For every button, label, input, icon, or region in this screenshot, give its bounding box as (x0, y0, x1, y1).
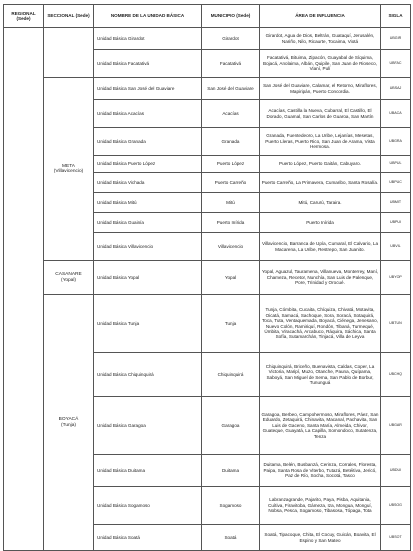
municipality: Soatá (202, 525, 260, 551)
header-area: ÁREA DE INFLUENCIA (260, 5, 381, 28)
influence-area: Duitama, Belén, Busbanzá, Cerinza, Corrales, Floresta, Paipa, Santa Rosa de Viterbo, Tutazá, Betéitiva, Jericó, Paz de Río, Socha, Socotá, Tasco (260, 455, 381, 487)
influence-area: Facatativá, Bituima, Zipacón, Guayabal de Síquima, Bojacá, Anolaima, Albán, Quipile, San Juan de Rioseco, Vianí, Pulí (260, 50, 381, 78)
unit-name: Unidad Básica San José del Guaviare (94, 78, 202, 100)
unit-name: Unidad Básica Facatativá (94, 50, 202, 78)
influence-area: Villavicencio, Barranca de Upía, Cumaral, El Calvario, La Macarena, La Uribe, Restrepo, San Juanito. (260, 233, 381, 261)
municipality: Duitama (202, 455, 260, 487)
municipality: Granada (202, 128, 260, 156)
influence-area: Puerto López, Puerto Gaitán, Cabuyaro. (260, 156, 381, 173)
acronym: UBTUN (381, 295, 411, 353)
acronym: UBGAR (381, 397, 411, 455)
header-row (4, 5, 411, 28)
unit-name: Unidad Básica Acacías (94, 100, 202, 128)
acronym: UBPUL (381, 156, 411, 173)
municipality: Puerto Carreño (202, 173, 260, 193)
seccional-meta (44, 78, 94, 261)
unit-name: Unidad Básica Vichada (94, 173, 202, 193)
acronym: UBDUI (381, 455, 411, 487)
unit-name: Unidad Básica Villavicencio (94, 233, 202, 261)
acronym: UBVIL (381, 233, 411, 261)
table-row (4, 261, 411, 295)
acronym: UBPUC (381, 173, 411, 193)
header-regional: REGIONAL (Sede) (4, 5, 44, 28)
municipality: Acacías (202, 100, 260, 128)
unit-name: Unidad Básica Duitama (94, 455, 202, 487)
influence-area: Soatá, Tipacoque, Chita, El Cocuy, Guicán, Boavita, El Espino y San Mateo (260, 525, 381, 551)
table-row (4, 28, 411, 50)
units-table (3, 4, 411, 551)
influence-area: Labranzagrande, Pajarito, Paya, Pisba, Aquitania, Cuítiva, Firavitoba, Gámeza, Iza, Mongua, Monguí, Nobsa, Pesca, Sogamoso, Tibasosa, Tópaga, Tota (260, 487, 381, 525)
seccional-cell (44, 28, 94, 78)
acronym: UBPUI (381, 213, 411, 233)
influence-area: Puerto Carreño, La Primavera, Cumaribo, Santa Rosalía. (260, 173, 381, 193)
header-sigla: SIGLA (381, 5, 411, 28)
acronym: UBCHQ (381, 353, 411, 397)
header-unidad: NOMBRE DE LA UNIDAD BÁSICA (94, 5, 202, 28)
unit-name: Unidad Básica Tunja (94, 295, 202, 353)
influence-area: San José del Guaviare, Calamar, el Retorno, Miraflores, Mapiripán, Puerto Concordia. (260, 78, 381, 100)
unit-name: Unidad Básica Yopal (94, 261, 202, 295)
acronym: UBACA (381, 100, 411, 128)
municipality: Girardot (202, 28, 260, 50)
acronym: UBGIR (381, 28, 411, 50)
municipality: Chiquinquirá (202, 353, 260, 397)
municipality: Puerto Inírida (202, 213, 260, 233)
seccional-boyaca-seat: (Tunja) (60, 422, 77, 428)
seccional-meta-name: META (62, 163, 75, 169)
unit-name: Unidad Básica Garagoa (94, 397, 202, 455)
municipality: Villavicencio (202, 233, 260, 261)
acronym: UBGRA (381, 128, 411, 156)
unit-name: Unidad Básica Granada (94, 128, 202, 156)
municipality: Mitú (202, 193, 260, 213)
municipality: Puerto López (202, 156, 260, 173)
municipality: Sogamoso (202, 487, 260, 525)
table-wrapper (3, 4, 410, 551)
influence-area: Girardot, Agua de Dios, Beltrán, Guataquí, Jerusalén, Nariño, Nilo, Ricaurte, Tocaima, Viotá (260, 28, 381, 50)
unit-name: Unidad Básica Guainía (94, 213, 202, 233)
seccional-boyaca (44, 295, 94, 551)
influence-area: Tunja, Cómbita, Cucaita, Chíquiza, Chivatá, Motavita, Oicatá, Samacá, Sachoque, Sora, Soracá, Sotaquirá, Toca, Tuta, Ventaquemada, Boyacá, Ciénega, Jenesano, Nuevo Colón, Ramiriquí, Rondón, Tibaná, Turmequé, Úmbita, Viracachá, Arcabuco, Ráquira, Sáchica, Santa Sofía, Sutamarchán, Tinjacá, Villa de Leyva (260, 295, 381, 353)
influence-area: Acacías, Castilla la Nueva, Cubarral, El Castillo, El Dorado, Guamal, San Carlos de Guaroa, San Martín (260, 100, 381, 128)
acronym: UBSOG (381, 487, 411, 525)
seccional-casanare (44, 261, 94, 295)
unit-name: Unidad Básica Girardot (94, 28, 202, 50)
regional-cell (4, 28, 44, 551)
unit-name: Unidad Básica Chiquinquirá (94, 353, 202, 397)
influence-area: Mitú, Carurú, Taraira. (260, 193, 381, 213)
unit-name: Unidad Básica Sogamoso (94, 487, 202, 525)
unit-name: Unidad Básica Soatá (94, 525, 202, 551)
header-municipio: MUNICIPIO (Sede) (202, 5, 260, 28)
influence-area: Granada, Fuentedeoro, La Uribe, Lejanías, Mesetas, Puerto Lleras, Puerto Rico, San Juan de Arama, Vista Hermosa. (260, 128, 381, 156)
seccional-casanare-name: CASANARE (55, 272, 82, 278)
seccional-casanare-seat: (Yopal) (60, 277, 77, 283)
acronym: UBFAC (381, 50, 411, 78)
municipality: Yopal (202, 261, 260, 295)
unit-name: Unidad Básica Puerto López (94, 156, 202, 173)
acronym: UBSOT (381, 525, 411, 551)
acronym: UBMIT (381, 193, 411, 213)
municipality: San José del Guaviare (202, 78, 260, 100)
influence-area: Chiquinquirá, Briceño, Buenavista, Caldas, Coper, La Victoria, Maripí, Muzo, Otanche, Pauna, Quípama, Saboyá, San Miguel de Sema, San Pablo de Borbur, Tununguá (260, 353, 381, 397)
table-row (4, 295, 411, 353)
acronym: UBYOP (381, 261, 411, 295)
municipality: Tunja (202, 295, 260, 353)
unit-name: Unidad Básica Mitú (94, 193, 202, 213)
seccional-boyaca-name: BOYACÁ (58, 417, 79, 423)
municipality: Facatativá (202, 50, 260, 78)
table-row (4, 78, 411, 100)
influence-area: Puerto Inírida (260, 213, 381, 233)
influence-area: Yopal, Aguazul, Tauramena, Villanueva, Monterrey, Maní, Chameza, Recetor, Nunchía, San Luis de Palenque, Pore, Trinidad y Orocué. (260, 261, 381, 295)
header-seccional: SECCIONAL (Sede) (44, 5, 94, 28)
acronym: UBSAJ (381, 78, 411, 100)
influence-area: Garagoa, Berbeo, Campohermoso, Miraflores, Páez, San Eduardo, Zetaquirá, Chinavita, Macanal, Pachavita, San Luis de Gaceno, Santa María, Almeida, Chivor, Guateque, Guayatá, La Capilla, Somondoco, Sutatenza, Tenza (260, 397, 381, 455)
seccional-meta-seat: (Villavicencio) (53, 169, 84, 174)
municipality: Garagoa (202, 397, 260, 455)
